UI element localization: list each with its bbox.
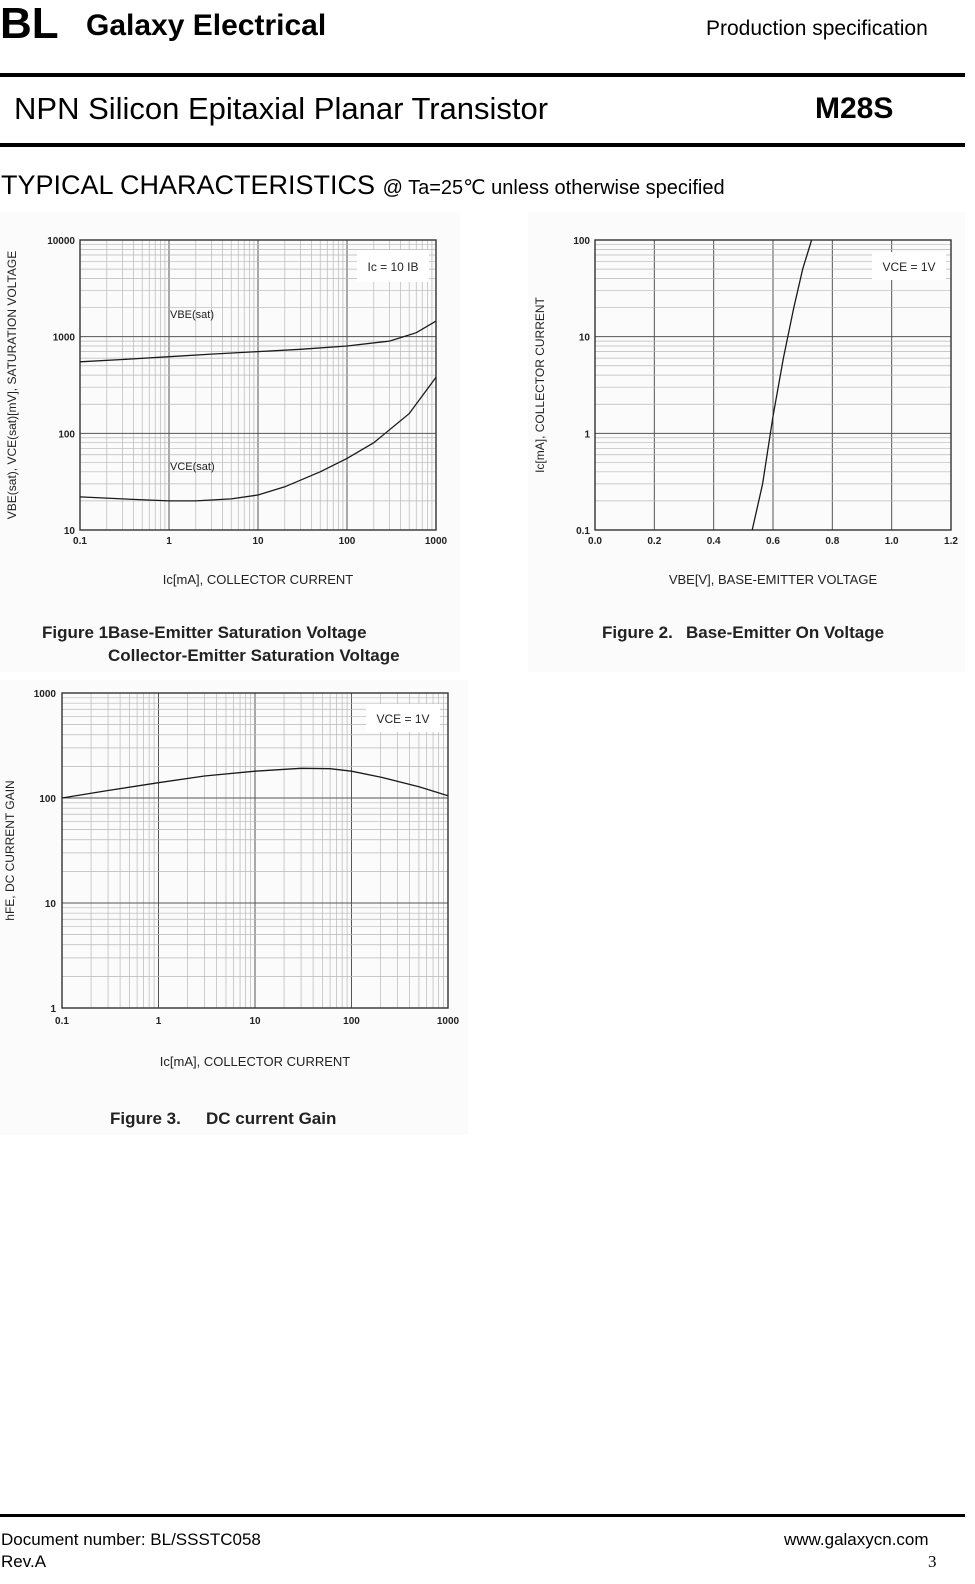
revision: Rev.A <box>1 1552 47 1571</box>
y-tick-label: 10 <box>63 526 75 537</box>
x-tick-label: 1 <box>166 536 172 547</box>
y-tick-label: 10 <box>578 332 590 344</box>
x-tick-label: 1000 <box>436 1016 460 1027</box>
x-tick-label: 0.0 <box>588 536 602 547</box>
figure-label: Figure 3. <box>110 1109 181 1128</box>
product-title: NPN Silicon Epitaxial Planar Transistor <box>14 91 549 126</box>
x-tick-label: 1.0 <box>884 536 899 547</box>
x-tick-label: 1000 <box>424 536 448 547</box>
x-tick-label: 10 <box>252 536 264 547</box>
x-tick-label: 0.8 <box>825 536 840 547</box>
x-axis-label: VBE[V], BASE-EMITTER VOLTAGE <box>668 572 878 587</box>
y-tick-label: 10000 <box>47 236 75 247</box>
section-title <box>1 168 725 205</box>
company-logo-text: BL <box>0 0 59 48</box>
figure-1-saturation-voltage-chart <box>0 212 460 672</box>
series-label: VBE(sat) <box>170 309 215 321</box>
y-tick-label: 1 <box>584 429 590 441</box>
figure-caption-line: DC current Gain <box>206 1109 337 1128</box>
y-tick-label: 0.1 <box>576 526 590 537</box>
x-tick-label: 0.2 <box>647 536 662 547</box>
x-tick-label: 10 <box>249 1016 261 1027</box>
model-number: M28S <box>815 92 894 125</box>
figure-caption-line: Collector-Emitter Saturation Voltage <box>108 646 400 665</box>
y-tick-label: 1 <box>50 1004 56 1015</box>
legend-text: Ic = 10 IB <box>367 260 419 274</box>
figure-caption-line: Base-Emitter Saturation Voltage <box>108 623 367 642</box>
footer-rule <box>0 1514 965 1517</box>
document-number: Document number: BL/SSSTC058 <box>1 1530 261 1549</box>
figure-3-dc-current-gain-chart <box>0 680 468 1135</box>
figure-label: Figure 1. <box>42 623 113 642</box>
legend-text: VCE = 1V <box>376 712 430 726</box>
section-title-text: TYPICAL CHARACTERISTICS <box>1 170 376 200</box>
header-rule-top <box>0 73 965 77</box>
legend-text: VCE = 1V <box>882 260 936 274</box>
chart-background <box>528 212 965 672</box>
y-axis-label: hFE, DC CURRENT GAIN <box>3 780 17 921</box>
section-condition: @ Ta=25℃ unless otherwise specified <box>382 177 725 199</box>
series-label: VCE(sat) <box>170 461 215 473</box>
x-tick-label: 100 <box>338 536 356 547</box>
figure-caption-line: Base-Emitter On Voltage <box>686 623 885 642</box>
y-tick-label: 10 <box>44 899 56 910</box>
x-axis-label: Ic[mA], COLLECTOR CURRENT <box>159 1054 351 1069</box>
x-tick-label: 100 <box>343 1016 360 1027</box>
spec-type: Production specification <box>706 17 928 40</box>
y-axis-label: VBE(sat), VCE(sat)[mV], SATURATION VOLTAGE <box>5 250 19 520</box>
x-tick-label: 0.1 <box>73 536 87 547</box>
x-tick-label: 1.2 <box>944 536 958 547</box>
y-axis-label: Ic[mA], COLLECTOR CURRENT <box>533 297 547 473</box>
y-tick-label: 100 <box>58 429 75 441</box>
figure-label: Figure 2. <box>602 623 673 642</box>
x-tick-label: 0.4 <box>706 536 721 547</box>
company-name: Galaxy Electrical <box>86 9 327 42</box>
header-rule-bottom <box>0 143 965 147</box>
x-tick-label: 0.6 <box>766 536 780 547</box>
y-tick-label: 1000 <box>33 689 56 700</box>
x-tick-label: 1 <box>155 1016 162 1027</box>
page-number: 3 <box>928 1552 937 1571</box>
y-tick-label: 100 <box>573 236 590 247</box>
y-tick-label: 100 <box>39 794 56 805</box>
figure-2-base-emitter-on-voltage-chart <box>528 212 965 672</box>
website-link[interactable]: www.galaxycn.com <box>784 1530 929 1549</box>
x-tick-label: 0.1 <box>55 1016 69 1027</box>
y-tick-label: 1000 <box>52 332 75 344</box>
x-axis-label: Ic[mA], COLLECTOR CURRENT <box>162 572 354 587</box>
